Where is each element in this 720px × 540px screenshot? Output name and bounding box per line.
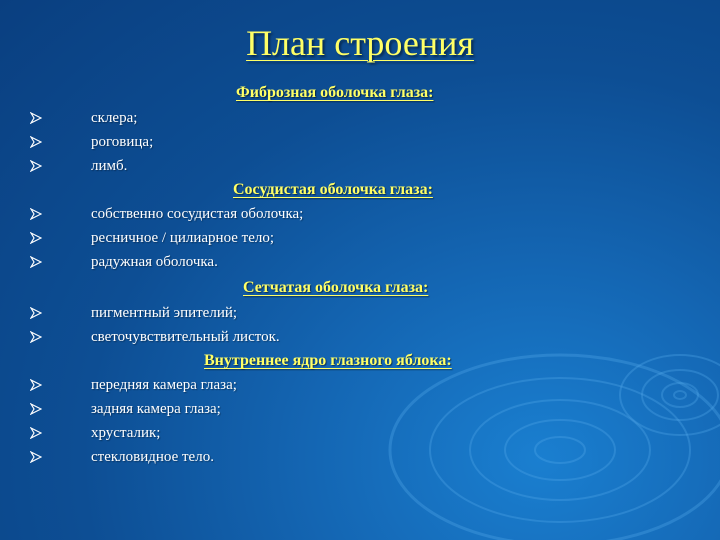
list-item bbox=[0, 206, 720, 228]
list-item bbox=[0, 230, 720, 252]
arrowhead-bullet-icon bbox=[30, 307, 42, 319]
list-item bbox=[0, 305, 720, 327]
list-item-text: ресничное / цилиарное тело; bbox=[91, 230, 275, 246]
arrowhead-bullet-icon bbox=[30, 427, 42, 439]
list-item-text: хрусталик; bbox=[91, 425, 161, 441]
list-item bbox=[0, 110, 720, 132]
list-item-text: пигментный эпителий; bbox=[91, 305, 238, 321]
list-item-text: задняя камера глаза; bbox=[91, 401, 221, 417]
arrowhead-bullet-icon bbox=[30, 208, 42, 220]
list-item bbox=[0, 377, 720, 399]
list-item-text: собственно сосудистая оболочка; bbox=[91, 206, 304, 222]
arrowhead-bullet-icon bbox=[30, 136, 42, 148]
arrowhead-bullet-icon bbox=[30, 112, 42, 124]
list-item-text: стекловидное тело. bbox=[91, 449, 214, 465]
list-item bbox=[0, 134, 720, 156]
section-heading-fibrous: Фиброзная оболочка глаза: bbox=[236, 84, 434, 101]
list-item-text: светочувствительный листок. bbox=[91, 329, 280, 345]
list-item bbox=[0, 158, 720, 180]
arrowhead-bullet-icon bbox=[30, 403, 42, 415]
arrowhead-bullet-icon bbox=[30, 379, 42, 391]
list-item-text: радужная оболочка. bbox=[91, 254, 218, 270]
list-item bbox=[0, 254, 720, 276]
list-item bbox=[0, 329, 720, 351]
arrowhead-bullet-icon bbox=[30, 451, 42, 463]
list-item-text: роговица; bbox=[91, 134, 154, 150]
list-item bbox=[0, 425, 720, 447]
list-item bbox=[0, 401, 720, 423]
arrowhead-bullet-icon bbox=[30, 331, 42, 343]
page-title: План строения bbox=[246, 23, 474, 63]
list-item-text: передняя камера глаза; bbox=[91, 377, 237, 393]
arrowhead-bullet-icon bbox=[30, 232, 42, 244]
arrowhead-bullet-icon bbox=[30, 160, 42, 172]
section-heading-retina: Сетчатая оболочка глаза: bbox=[243, 279, 429, 296]
section-heading-vascular: Сосудистая оболочка глаза: bbox=[233, 181, 433, 198]
section-heading-inner-core: Внутреннее ядро глазного яблока: bbox=[204, 352, 452, 369]
list-item-text: склера; bbox=[91, 110, 138, 126]
arrowhead-bullet-icon bbox=[30, 256, 42, 268]
list-item-text: лимб. bbox=[91, 158, 128, 174]
list-item bbox=[0, 449, 720, 471]
